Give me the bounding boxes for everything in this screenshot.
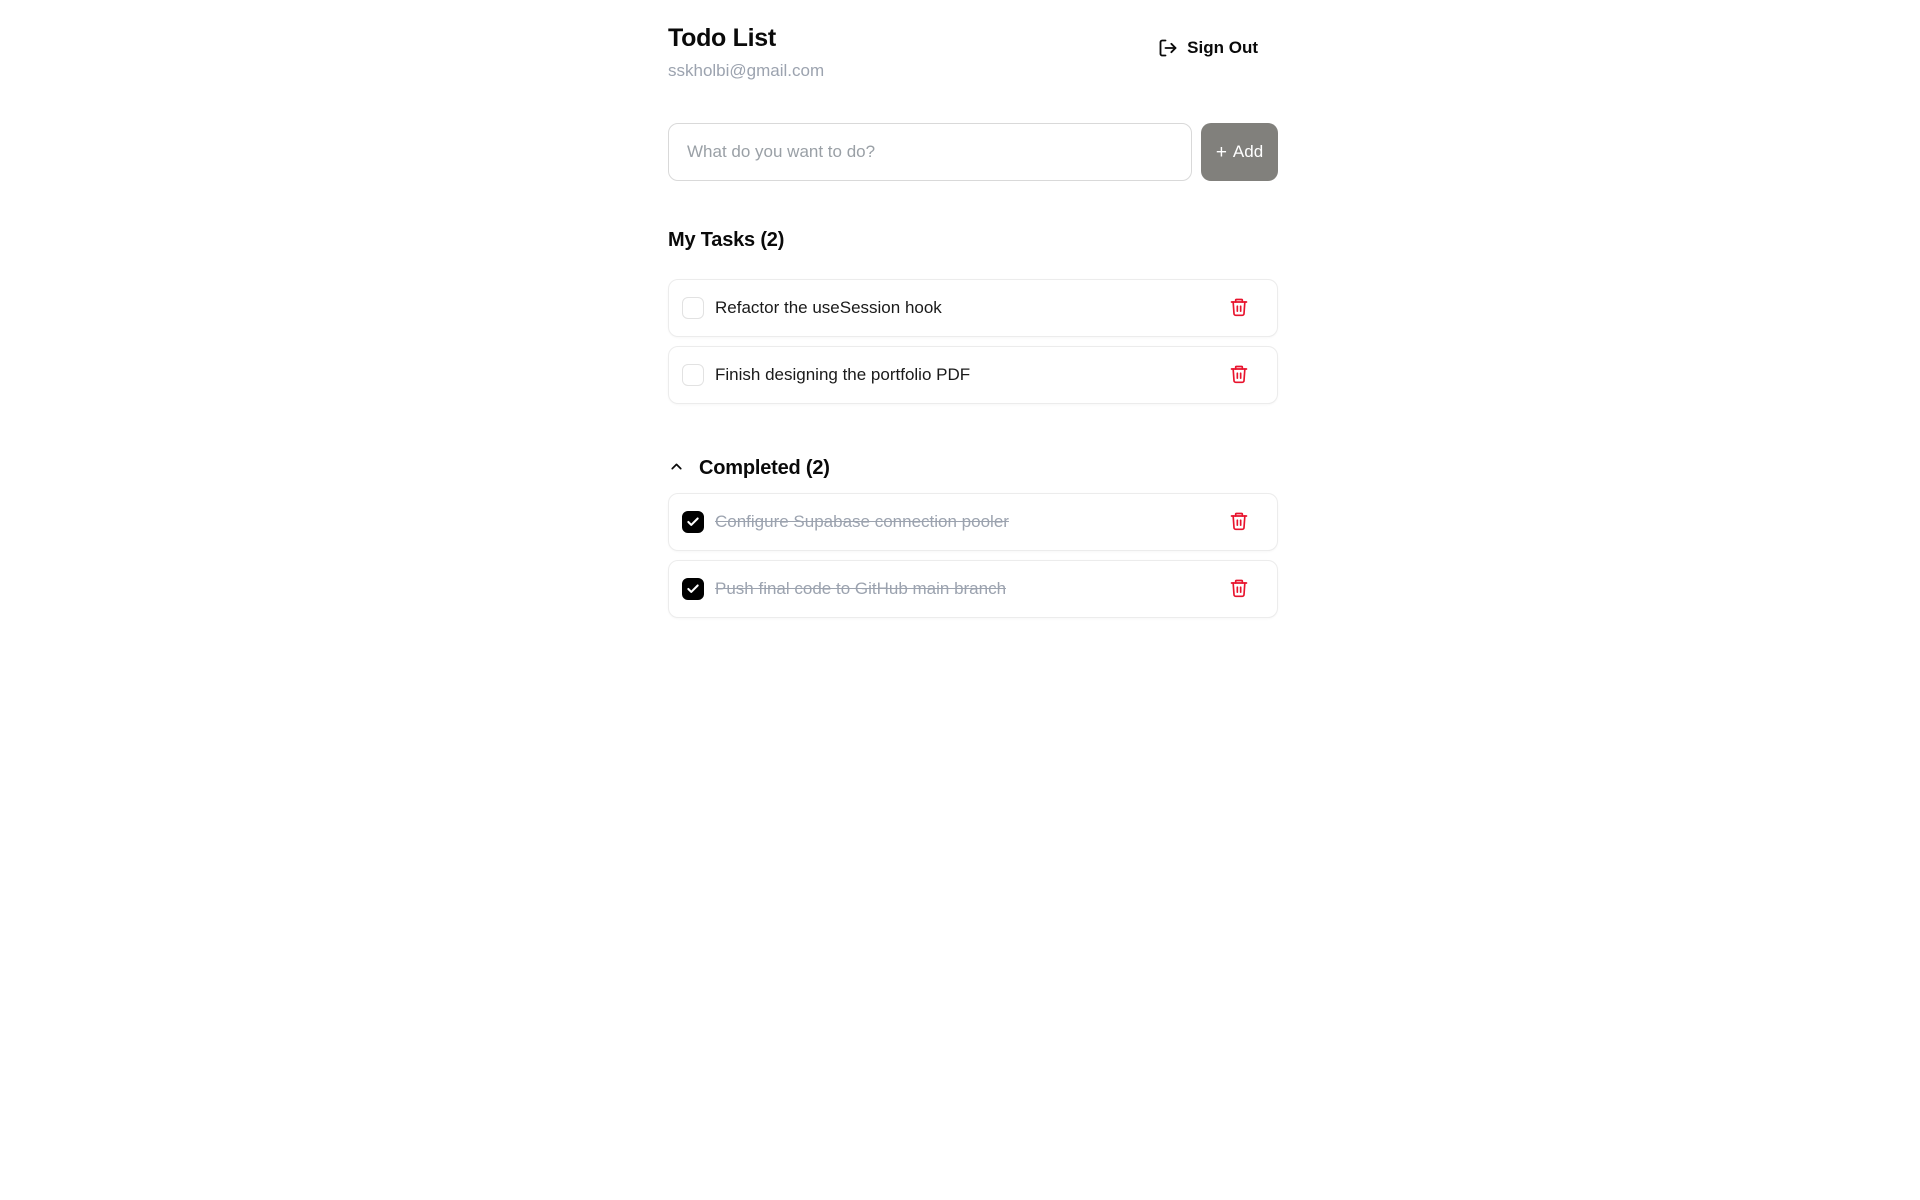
delete-task-button[interactable] xyxy=(1229,297,1249,320)
sign-out-icon xyxy=(1158,38,1178,58)
todo-app xyxy=(668,0,1278,618)
task-row xyxy=(668,346,1278,404)
task-row xyxy=(668,493,1278,551)
trash-icon xyxy=(1229,511,1249,534)
trash-icon xyxy=(1229,297,1249,320)
delete-task-button[interactable] xyxy=(1229,364,1249,387)
user-email: sskholbi@gmail.com xyxy=(668,61,825,80)
delete-task-button[interactable] xyxy=(1229,578,1249,601)
task-checkbox[interactable] xyxy=(682,511,704,533)
task-row xyxy=(668,279,1278,337)
completed-list xyxy=(668,493,1278,618)
plus-icon: + xyxy=(1215,141,1227,163)
task-checkbox[interactable] xyxy=(682,578,704,600)
task-title: Finish designing the portfolio PDF xyxy=(715,365,971,384)
app-header xyxy=(668,0,1278,81)
sign-out-label: Sign Out xyxy=(1187,38,1258,57)
trash-icon xyxy=(1229,364,1249,387)
chevron-up-icon xyxy=(668,458,685,478)
check-icon xyxy=(686,582,700,596)
task-row xyxy=(668,560,1278,618)
task-title: Configure Supabase connection pooler xyxy=(715,512,1009,531)
task-title: Refactor the useSession hook xyxy=(715,298,942,317)
task-checkbox[interactable] xyxy=(682,364,704,386)
new-task-input[interactable] xyxy=(668,123,1192,181)
trash-icon xyxy=(1229,578,1249,601)
collapse-completed-button[interactable] xyxy=(668,458,685,478)
page-title: Todo List xyxy=(668,24,776,52)
sign-out-button[interactable] xyxy=(1158,38,1258,58)
completed-section-header xyxy=(668,456,1278,480)
add-task-row xyxy=(668,123,1278,181)
check-icon xyxy=(686,515,700,529)
add-task-button[interactable] xyxy=(1201,123,1278,181)
add-button-label: Add xyxy=(1232,142,1264,161)
task-checkbox[interactable] xyxy=(682,297,704,319)
header-left xyxy=(668,24,824,81)
completed-heading: Completed (2) xyxy=(699,457,830,479)
task-title: Push final code to GitHub main branch xyxy=(715,579,1007,598)
my-tasks-heading: My Tasks (2) xyxy=(668,229,785,251)
delete-task-button[interactable] xyxy=(1229,511,1249,534)
my-tasks-list xyxy=(668,279,1278,404)
